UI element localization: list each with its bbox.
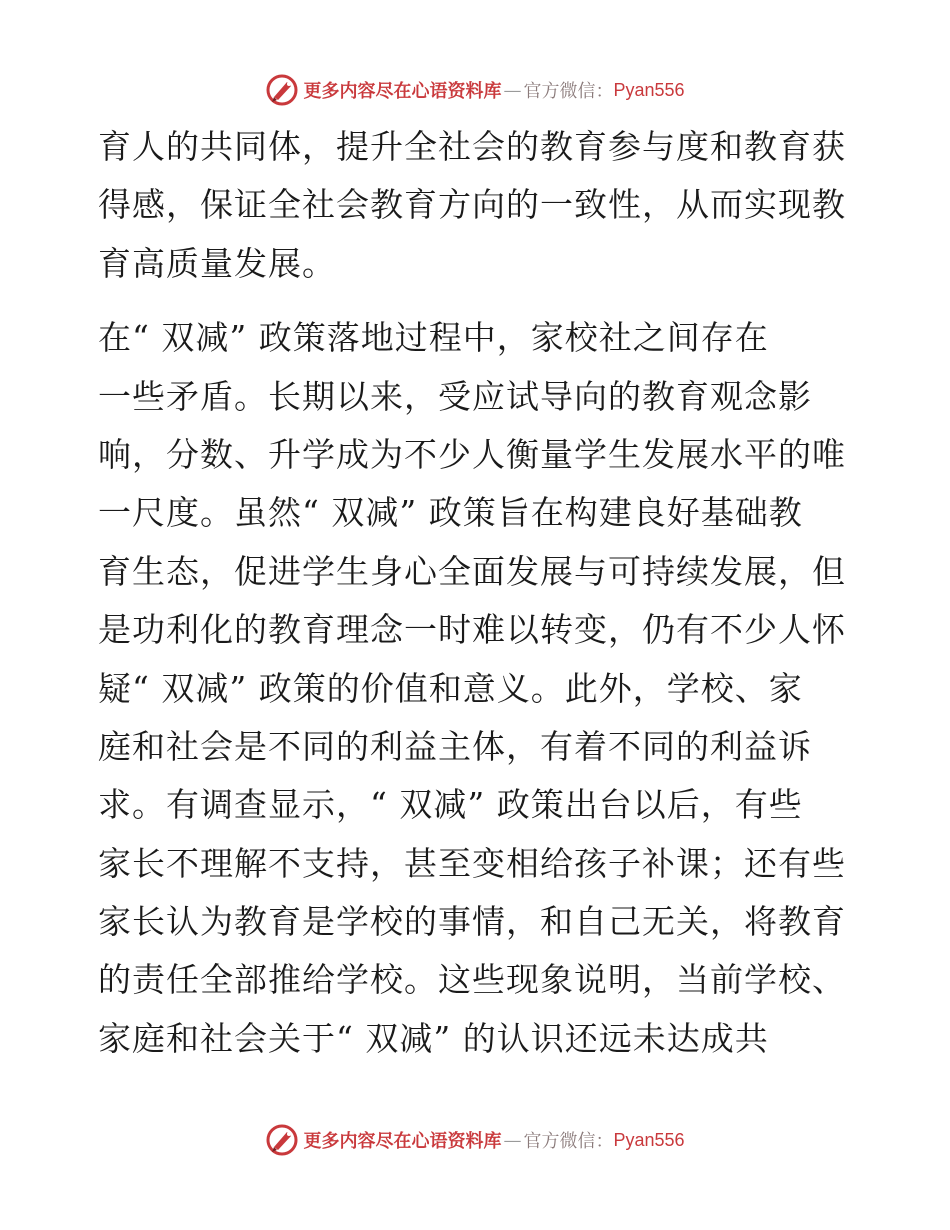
text-line: 疑“ 双减” 政策的价值和意义。此外，学校、家 [98,668,803,708]
pen-logo-icon [265,73,299,107]
paragraph-1 [98,118,858,293]
footer-wechat-account: Pyan556 [613,1129,685,1150]
text-line: 的责任全部推给学校。这些现象说明，当前学校、 [98,960,846,1000]
footer-wechat-label: 官方微信： [523,1131,614,1152]
text-line: 庭和社会是不同的利益主体，有着不同的利益诉 [98,726,812,766]
paragraph-gap [98,293,858,309]
text-line: 得感，保证全社会教育方向的一致性，从而实现教 [98,185,846,225]
header-site-text: 更多内容尽在心语资料库 [303,81,502,102]
document-body [98,118,858,1068]
header-separator: — [503,79,522,101]
text-line: 在“ 双减” 政策落地过程中，家校社之间存在 [98,318,769,358]
footer-site-text: 更多内容尽在心语资料库 [303,1131,502,1152]
text-line: 育生态，促进学生身心全面发展与可持续发展，但 [98,551,846,591]
paragraph-2 [98,309,858,1068]
header-wechat-label: 官方微信： [523,81,614,102]
footer-separator: — [503,1129,522,1151]
text-line: 求。有调查显示，“ 双减” 政策出台以后，有些 [98,785,803,825]
text-line: 一尺度。虽然“ 双减” 政策旨在构建良好基础教 [98,493,803,533]
text-line: 是功利化的教育理念一时难以转变，仍有不少人怀 [98,610,846,650]
pen-logo-icon [265,1123,299,1157]
text-line: 家长不理解不支持，甚至变相给孩子补课；还有些 [98,843,846,883]
header-wechat-account: Pyan556 [613,79,685,100]
text-line: 育高质量发展。 [98,243,336,283]
text-line: 家长认为教育是学校的事情，和自己无关，将教育 [98,902,846,942]
header-banner [0,72,950,108]
text-line: 响，分数、升学成为不少人衡量学生发展水平的唯 [98,434,846,474]
text-line: 一些矛盾。长期以来，受应试导向的教育观念影 [98,376,812,416]
footer-banner [0,1122,950,1158]
text-line: 家庭和社会关于“ 双减” 的认识还远未达成共 [98,1018,769,1058]
text-line: 育人的共同体，提升全社会的教育参与度和教育获 [98,127,846,166]
